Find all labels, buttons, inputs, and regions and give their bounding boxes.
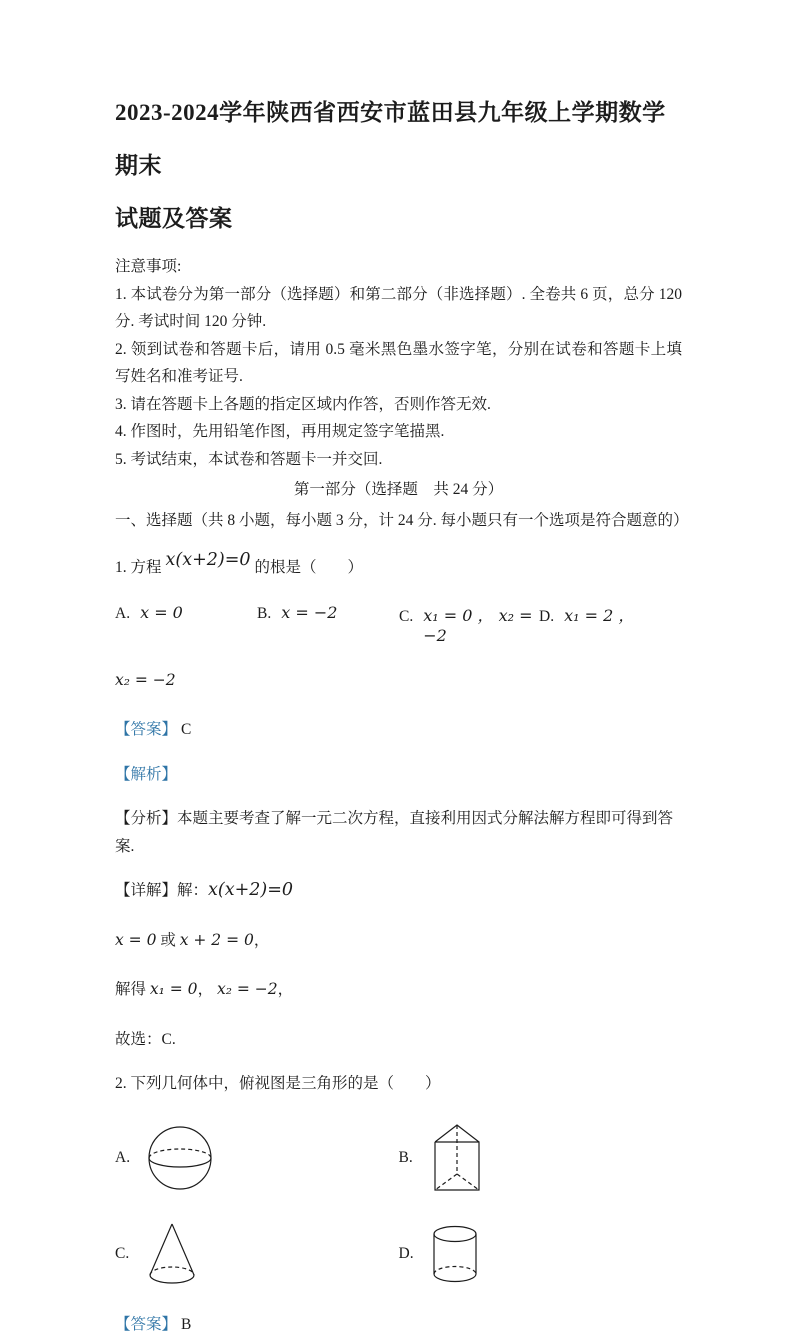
q2-figures-row-1	[115, 1108, 682, 1208]
q2-figure-a	[115, 1124, 399, 1192]
detail-label: 【详解】解：	[115, 882, 208, 899]
question-1-stem	[115, 547, 682, 582]
title-line-2: 试题及答案	[115, 206, 233, 231]
q2-figure-c	[115, 1222, 399, 1286]
question-2-stem: 2. 下列几何体中，俯视图是三角形的是（ ）	[115, 1070, 682, 1098]
q1-option-c	[399, 603, 539, 645]
q2-figure-c-label: C.	[115, 1245, 147, 1263]
notice-item-2: 2. 领到试卷和答题卡后，请用 0.5 毫米黑色墨水签字笔，分别在试卷和答题卡上填写姓名和准考证号.	[115, 336, 682, 391]
step3-math-2: x₂ = −2	[217, 980, 278, 998]
q1-option-a-label: A.	[115, 605, 130, 623]
q2-answer-line	[115, 1311, 682, 1338]
step3-text-3: ，	[278, 981, 294, 998]
q1-option-b-math: x = −2	[281, 603, 337, 622]
notice-item-5: 5. 考试结束，本试卷和答题卡一并交回.	[115, 446, 682, 474]
q1-step3-line	[115, 976, 682, 1004]
answer-label: 【答案】	[115, 1316, 177, 1333]
q1-stem-formula: x(x+2)=0	[166, 547, 251, 575]
q2-figures-row-2	[115, 1214, 682, 1294]
q1-stem-prefix: 1. 方程	[115, 559, 162, 576]
step3-math-1: x₁ = 0	[150, 980, 198, 998]
answer-label: 【答案】	[115, 721, 177, 738]
q2-figure-a-label: A.	[115, 1149, 147, 1167]
page-title	[115, 86, 682, 245]
q1-option-d-math: x₁ = 2 ，	[564, 603, 634, 626]
q1-option-a	[115, 603, 257, 645]
q1-option-b-label: B.	[257, 605, 271, 623]
exam-document	[115, 86, 682, 1338]
answer-value: B	[181, 1316, 191, 1333]
q1-option-c-math: x₁ = 0 ， x₂ = −2	[423, 603, 539, 645]
notice-item-3: 3. 请在答题卡上各题的指定区域内作答，否则作答无效.	[115, 391, 682, 419]
part1-header: 第一部分（选择题 共 24 分）	[115, 476, 682, 504]
q1-option-d-wrap	[115, 667, 682, 695]
step2-math-1: x = 0	[115, 931, 156, 949]
triangular-prism-figure	[431, 1122, 483, 1194]
detail-formula: x(x+2)=0	[208, 880, 293, 900]
jiexi-label: 【解析】	[115, 766, 177, 783]
step3-text-1: 解得	[115, 981, 150, 998]
q1-option-d-label: D.	[539, 608, 554, 626]
answer-value: C	[181, 721, 191, 738]
q1-stem-suffix: 的根是（ ）	[255, 559, 364, 576]
q2-figure-d-label: D.	[399, 1245, 431, 1263]
choice-instruction: 一、选择题（共 8 小题，每小题 3 分，计 24 分. 每小题只有一个选项是符合题意的）	[115, 507, 682, 535]
step3-text-2: ，	[198, 981, 217, 998]
notice-heading: 注意事项:	[115, 253, 682, 281]
q2-figure-d	[399, 1224, 683, 1284]
q2-figure-b	[399, 1122, 683, 1194]
q1-option-d-wrap-math: x₂ = −2	[115, 671, 176, 689]
q1-analysis-line: 【分析】本题主要考查了解一元二次方程，直接利用因式分解法解方程即可得到答案.	[115, 805, 682, 860]
notice-section	[115, 253, 682, 473]
step2-text-1: 或	[156, 932, 179, 949]
notice-item-4: 4. 作图时，先用铅笔作图，再用规定签字笔描黑.	[115, 418, 682, 446]
q1-step2-line	[115, 927, 682, 955]
q1-detail-line	[115, 877, 682, 905]
cylinder-figure	[431, 1224, 479, 1284]
step2-text-2: ，	[254, 932, 270, 949]
cone-figure	[147, 1222, 197, 1286]
step2-math-2: x + 2 = 0	[180, 931, 254, 949]
sphere-figure	[147, 1124, 213, 1192]
q1-option-a-math: x = 0	[140, 603, 183, 622]
title-line-1: 2023-2024学年陕西省西安市蓝田县九年级上学期数学期末	[115, 100, 666, 178]
notice-item-1: 1. 本试卷分为第一部分（选择题）和第二部分（非选择题）. 全卷共 6 页，总分 120 分. 考试时间 120 分钟.	[115, 281, 682, 336]
q2-figure-b-label: B.	[399, 1149, 431, 1167]
q1-option-c-label: C.	[399, 608, 413, 626]
q1-options-row	[115, 603, 682, 645]
q1-option-d	[539, 603, 634, 645]
q1-option-b	[257, 603, 399, 645]
q1-answer-line	[115, 716, 682, 744]
q1-jiexi-line	[115, 761, 682, 789]
q1-conclusion-line: 故选：C.	[115, 1026, 682, 1054]
